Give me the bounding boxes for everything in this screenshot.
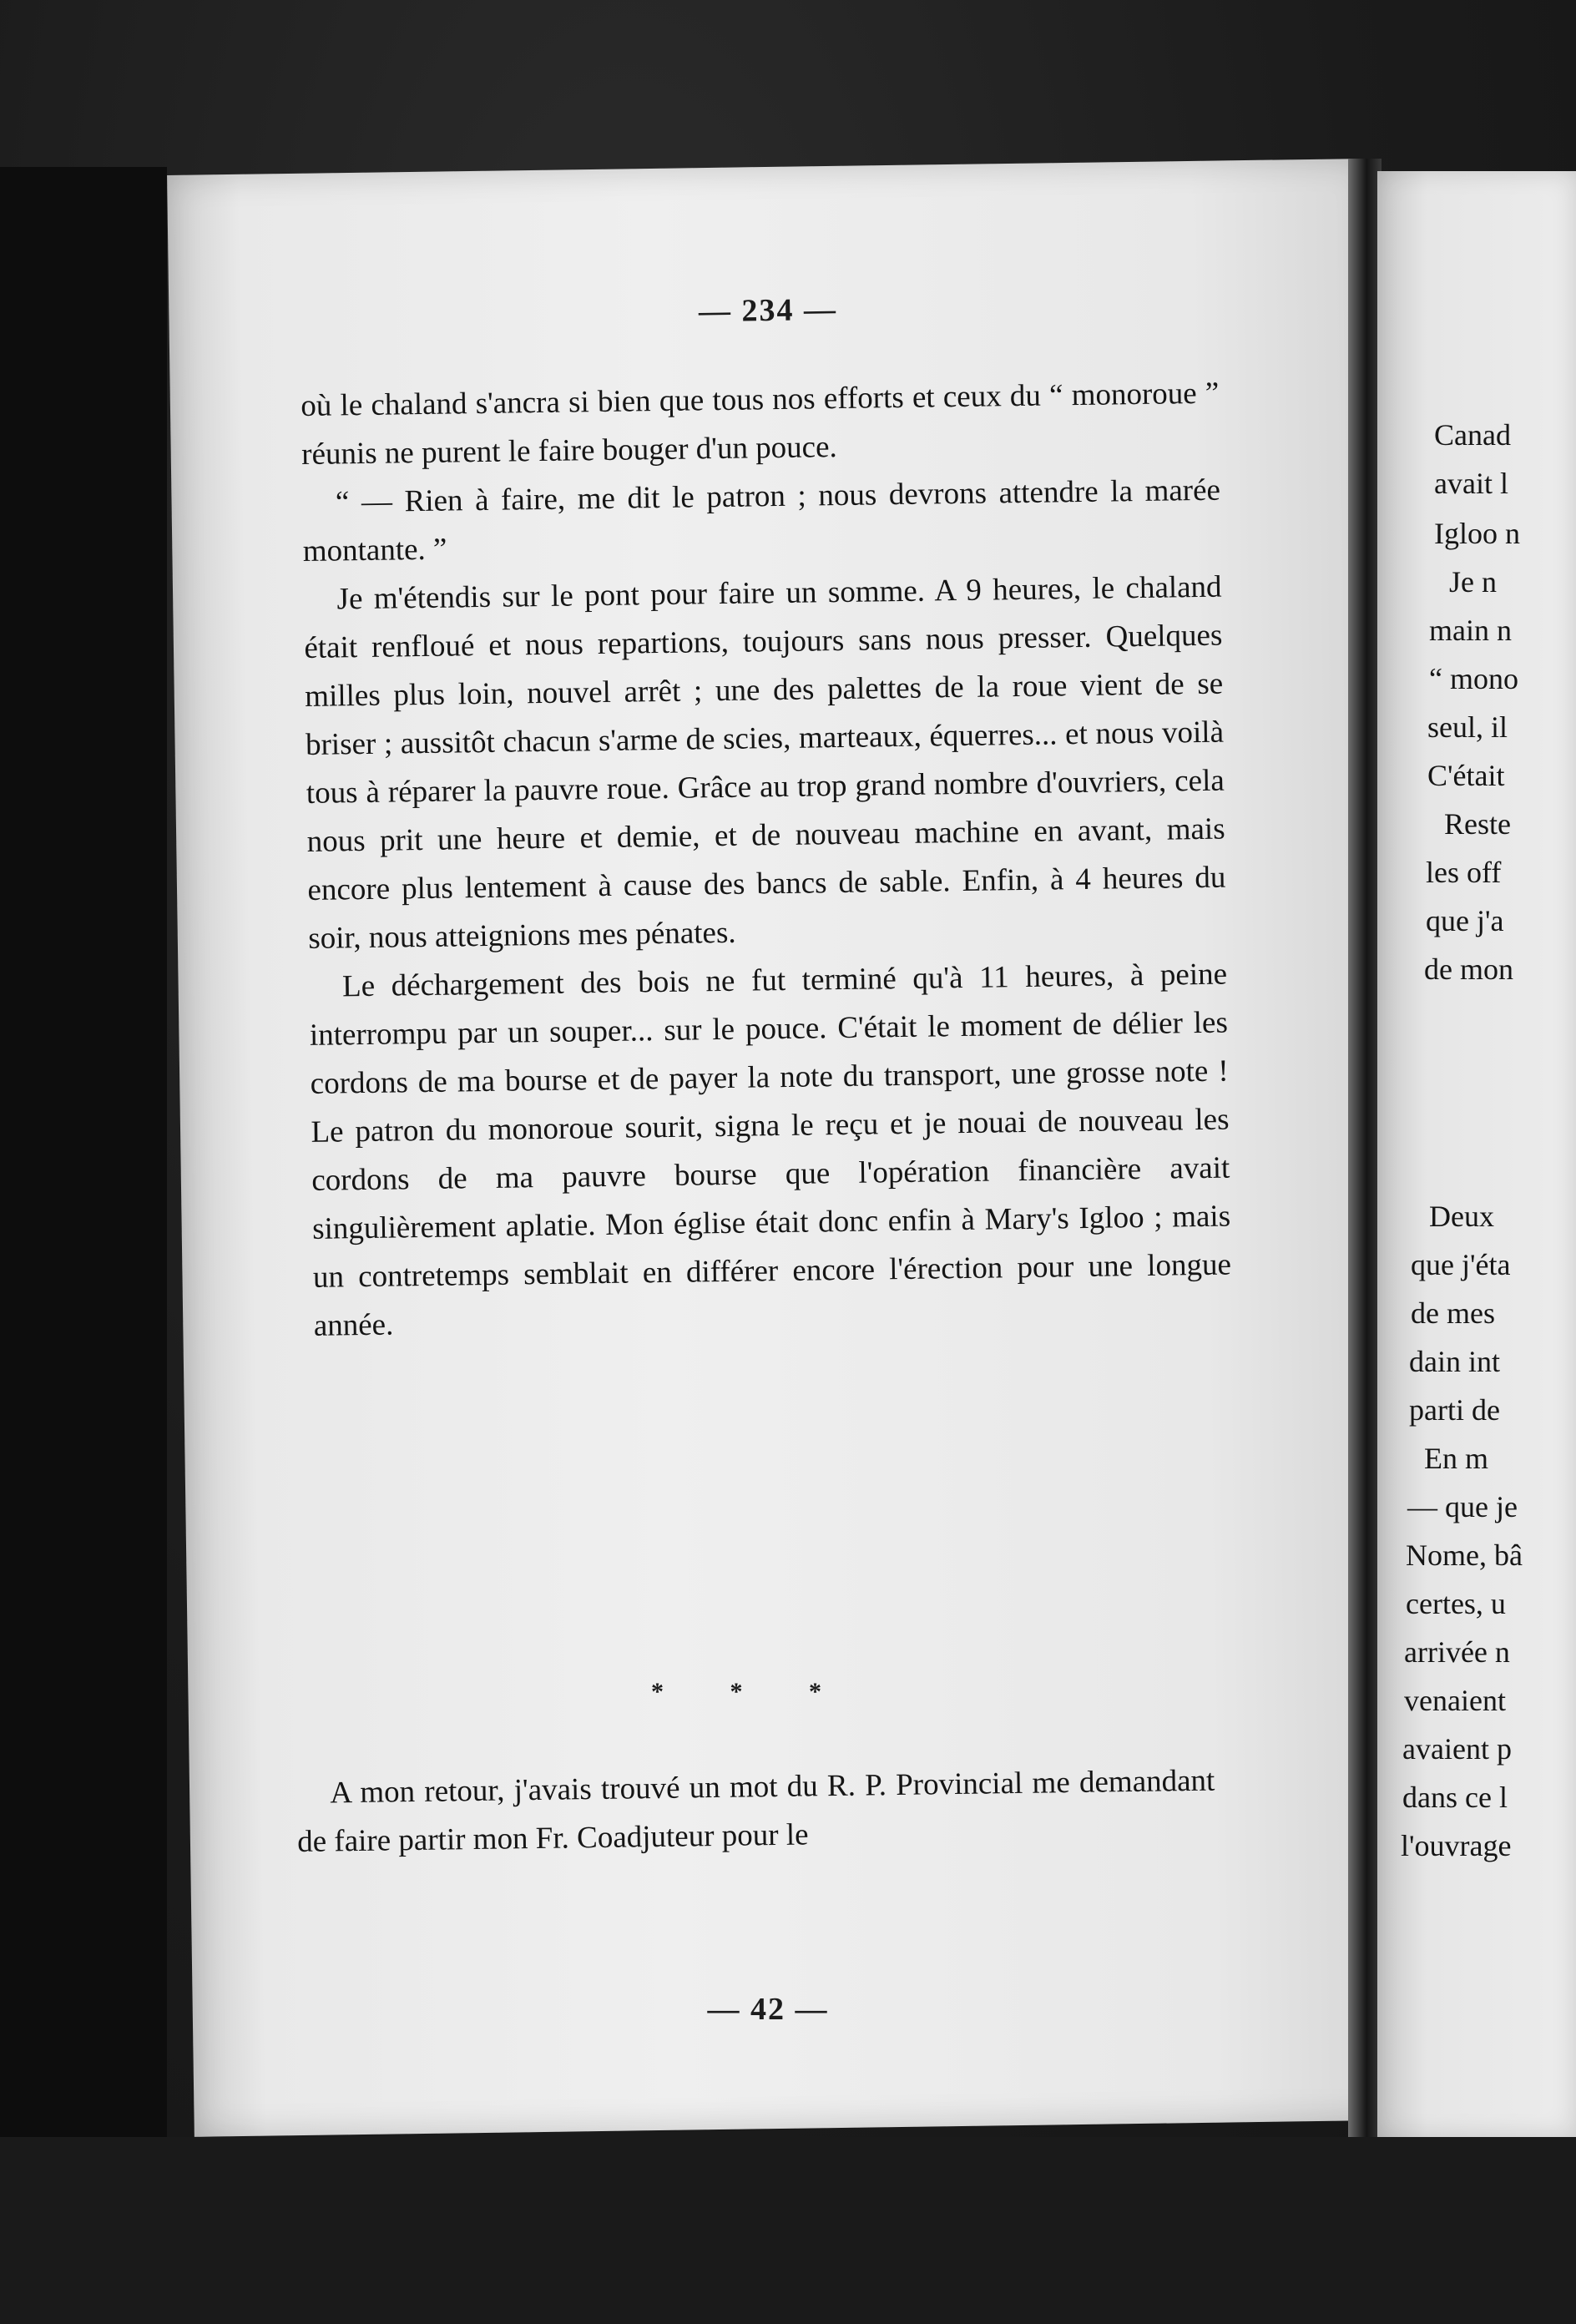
right-line: Canad: [1434, 418, 1511, 452]
right-line: Deux: [1429, 1200, 1494, 1233]
paragraph-3: Je m'étendis sur le pont pour faire un somme. A 9 heures, le chaland était renfloué et nous repartions, toujours sans nous presser. Quelques milles plus loin, nouvel arrêt ; une des palettes de la roue vient de se briser ; aussitôt chacun s'arme de scies, marteaux, équerres... et nous voilà tous à réparer la pauvre roue. Grâce au trop grand nombre d'ouvriers, cela nous prit une heure et demie, et de nouveau machine en avant, mais encore plus lentement à cause des bancs de sable. Enfin, à 4 heures du soir, nous atteignions mes pénates.: [304, 569, 1226, 956]
book-gutter: [1348, 159, 1382, 2137]
running-head-page-number: — 234 —: [698, 291, 838, 330]
right-line: Nome, bâ: [1406, 1538, 1523, 1572]
right-line: que j'éta: [1411, 1248, 1511, 1281]
right-line: l'ouvrage: [1401, 1829, 1512, 1862]
right-line: de mes: [1411, 1296, 1495, 1330]
right-line: avaient p: [1402, 1732, 1512, 1766]
right-line: venaient: [1404, 1684, 1506, 1717]
paragraph-2: “ — Rien à faire, me dit le patron ; nous devrons attendre la marée montante. ”: [302, 472, 1221, 568]
right-line: arrivée n: [1404, 1635, 1510, 1669]
paragraph-4: Le déchargement des bois ne fut terminé qu'à 11 heures, à peine interrompu par un souper... sur le pouce. C'était le moment de délier les cordons de ma bourse et de payer la note du transport, une grosse note ! Le patron du monoroue sourit, signa le reçu et je nouai de nouveau les cordons de ma pauvre bourse que l'opération financière avait singulièrement aplatie. Mon église était donc enfin à Mary's Igloo ; mais un contretemps semblait en différer encore l'érection pour une longue année.: [309, 957, 1232, 1343]
folio-page-number: — 42 —: [707, 1992, 829, 2027]
paragraph-5: A mon retour, j'avais trouvé un mot du R. P. Provincial me demandant de faire partir mon Fr. Coadjuteur pour le: [296, 1763, 1215, 1859]
right-line: Igloo n: [1434, 517, 1520, 550]
right-line: Reste: [1444, 807, 1511, 841]
right-line: C'était: [1427, 759, 1505, 792]
right-line: — que je: [1407, 1490, 1518, 1523]
right-line: dans ce l: [1402, 1781, 1508, 1814]
right-line: Je n: [1449, 565, 1497, 599]
left-dark-margin: [0, 167, 167, 2137]
right-line: parti de: [1409, 1393, 1500, 1427]
right-page-text: [1401, 0, 1576, 2324]
right-line: En m: [1424, 1442, 1488, 1475]
right-line: avait l: [1434, 467, 1508, 500]
right-line: seul, il: [1427, 710, 1508, 744]
main-text-block: [301, 370, 1232, 1351]
right-line: “ mono: [1429, 662, 1518, 695]
right-line: certes, u: [1406, 1587, 1506, 1620]
right-line: que j'a: [1426, 904, 1504, 937]
right-line: les off: [1426, 856, 1502, 889]
closing-text-block: [296, 1757, 1216, 1867]
right-line: dain int: [1409, 1345, 1500, 1378]
paragraph-1: où le chaland s'ancra si bien que tous nos efforts et ceux du “ monoroue ” réunis ne purent le faire bouger d'un pouce.: [301, 376, 1220, 472]
right-line: de mon: [1424, 952, 1513, 986]
right-line: main n: [1429, 614, 1512, 647]
section-break-asterism: * * *: [651, 1678, 851, 1705]
bottom-dark-margin: [0, 2137, 1576, 2324]
